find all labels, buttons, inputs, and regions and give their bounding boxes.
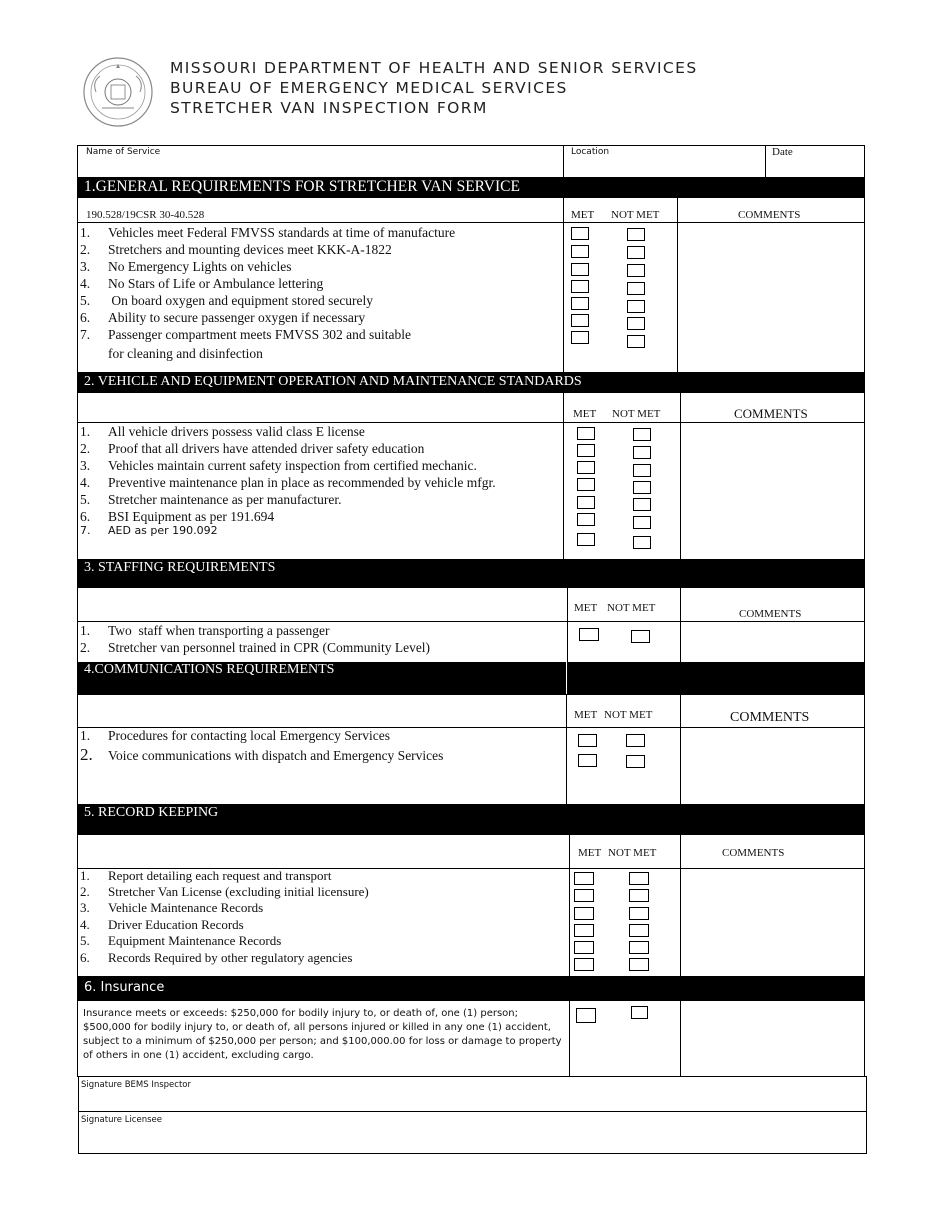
- section-4-item-2: 2. Voice communications with dispatch and Emergency Services: [80, 745, 444, 764]
- section-1-item-5-not-met-checkbox[interactable]: [627, 300, 645, 313]
- section-1-item-6-not-met-checkbox[interactable]: [627, 317, 645, 330]
- section-4-item-2-not-met-checkbox[interactable]: [626, 755, 645, 768]
- section-2-item-2-not-met-checkbox[interactable]: [633, 446, 651, 459]
- section-1-item-4-not-met-checkbox[interactable]: [627, 282, 645, 295]
- section-2-item-6-met-checkbox[interactable]: [577, 513, 595, 526]
- section-4-item-2-met-checkbox[interactable]: [578, 754, 597, 767]
- section-1-title: 1.GENERAL REQUIREMENTS FOR STRETCHER VAN SERVICE: [77, 177, 865, 197]
- section-2-item-6-not-met-checkbox[interactable]: [633, 516, 651, 529]
- header-bureau: BUREAU OF EMERGENCY MEDICAL SERVICES: [170, 79, 568, 97]
- section-1-item-2-met-checkbox[interactable]: [571, 245, 589, 258]
- section-5-item-3: 3. Vehicle Maintenance Records: [80, 900, 264, 915]
- section-5-comments-header: COMMENTS: [722, 847, 785, 859]
- section-5-item-1-not-met-checkbox[interactable]: [629, 872, 649, 885]
- section-5-item-2-met-checkbox[interactable]: [574, 889, 594, 902]
- section-3-item-2: 2. Stretcher van personnel trained in CPR (Community Level): [80, 640, 431, 655]
- name-of-service-field[interactable]: [77, 150, 563, 178]
- section-1-item-1-met-checkbox[interactable]: [571, 227, 589, 240]
- section-2-item-5-met-checkbox[interactable]: [577, 496, 595, 509]
- section-1-not-met-header: NOT MET: [611, 209, 660, 221]
- section-1-item-6-met-checkbox[interactable]: [571, 314, 589, 327]
- signature-inspector-label: Signature BEMS Inspector: [81, 1080, 191, 1090]
- section-1-item-7: 7. Passenger compartment meets FMVSS 302 and suitable: [80, 327, 411, 342]
- section-4-item-1-not-met-checkbox[interactable]: [626, 734, 645, 747]
- section-3-not-met-checkbox[interactable]: [631, 630, 650, 643]
- section-3-comments-header: COMMENTS: [739, 608, 802, 620]
- section-5-item-2-not-met-checkbox[interactable]: [629, 889, 649, 902]
- section-3-met-checkbox[interactable]: [579, 628, 599, 641]
- section-4-item-1: 1. Procedures for contacting local Emergency Services: [80, 728, 391, 743]
- section-2-item-2-met-checkbox[interactable]: [577, 444, 595, 457]
- section-1-comments-field[interactable]: [678, 223, 864, 372]
- section-2-item-7-not-met-checkbox[interactable]: [633, 536, 651, 549]
- section-2-item-6: 6. BSI Equipment as per 191.694: [80, 509, 275, 524]
- section-2-comments-field[interactable]: [681, 423, 864, 559]
- signature-inspector-field[interactable]: [79, 1092, 865, 1111]
- section-2-item-5-not-met-checkbox[interactable]: [633, 498, 651, 511]
- section-5-item-1-met-checkbox[interactable]: [574, 872, 594, 885]
- section-1-item-4: 4. No Stars of Life or Ambulance lettering: [80, 276, 324, 291]
- section-3-title: 3. STAFFING REQUIREMENTS: [77, 559, 865, 587]
- section-5-item-3-not-met-checkbox[interactable]: [629, 907, 649, 920]
- section-1-item-2-not-met-checkbox[interactable]: [627, 246, 645, 259]
- section-1-item-4-met-checkbox[interactable]: [571, 280, 589, 293]
- section-2-item-1-not-met-checkbox[interactable]: [633, 428, 651, 441]
- section-1-item-5: 5. On board oxygen and equipment stored securely: [80, 293, 374, 308]
- section-3-met-header: MET: [574, 602, 598, 614]
- section-5-not-met-header: NOT MET: [608, 847, 657, 859]
- section-5-title: 5. RECORD KEEPING: [77, 804, 865, 834]
- section-2-comments-header: COMMENTS: [734, 406, 808, 421]
- section-2-item-2: 2. Proof that all drivers have attended driver safety education: [80, 441, 425, 456]
- signature-licensee-field[interactable]: [79, 1127, 865, 1153]
- section-1-item-7-met-checkbox[interactable]: [571, 331, 589, 344]
- section-2-item-3-met-checkbox[interactable]: [577, 461, 595, 474]
- section-4-item-1-met-checkbox[interactable]: [578, 734, 597, 747]
- section-5-item-1: 1. Report detailing each request and transport: [80, 868, 332, 883]
- section-6-not-met-checkbox[interactable]: [631, 1006, 648, 1019]
- section-2-not-met-header: NOT MET: [612, 408, 661, 420]
- section-1-item-1: 1. Vehicles meet Federal FMVSS standards at time of manufacture: [80, 225, 456, 240]
- section-5-item-5: 5. Equipment Maintenance Records: [80, 933, 282, 948]
- section-5-item-3-met-checkbox[interactable]: [574, 907, 594, 920]
- section-4-title: 4.COMMUNICATIONS REQUIREMENTS: [77, 662, 865, 694]
- section-5-item-6-met-checkbox[interactable]: [574, 958, 594, 971]
- section-5-item-6-not-met-checkbox[interactable]: [629, 958, 649, 971]
- form-title: STRETCHER VAN INSPECTION FORM: [170, 99, 488, 117]
- section-2-item-7: 7. AED as per 190.092: [80, 524, 218, 537]
- insurance-requirement-text: Insurance meets or exceeds: $250,000 for bodily injury to, or death of, one (1) person; $500,000 for bodily injury to, or death of, all persons injured or killed in any one (1) accident, subject to a minimum of $250,000 per person; and $100,000.00 for loss or damage to property of others in one (1) accident, excluding cargo.: [83, 1008, 562, 1061]
- section-2-item-1-met-checkbox[interactable]: [577, 427, 595, 440]
- signature-licensee-label: Signature Licensee: [81, 1115, 162, 1125]
- section-1-item-3: 3. No Emergency Lights on vehicles: [80, 259, 292, 274]
- section-1-item-7-not-met-checkbox[interactable]: [627, 335, 645, 348]
- section-6-met-checkbox[interactable]: [576, 1008, 596, 1023]
- section-5-item-4: 4. Driver Education Records: [80, 917, 244, 932]
- section-5-item-2: 2. Stretcher Van License (excluding initial licensure): [80, 884, 369, 899]
- section-1-item-3-not-met-checkbox[interactable]: [627, 264, 645, 277]
- date-label: Date: [772, 146, 793, 158]
- section-1-item-6: 6. Ability to secure passenger oxygen if necessary: [80, 310, 366, 325]
- section-1-item-3-met-checkbox[interactable]: [571, 263, 589, 276]
- section-6-comments-field[interactable]: [681, 1001, 864, 1076]
- section-6-title: 6. Insurance: [77, 977, 865, 1000]
- section-1-item-5-met-checkbox[interactable]: [571, 297, 589, 310]
- name-of-service-label: Name of Service: [86, 147, 161, 157]
- section-2-item-1: 1. All vehicle drivers possess valid class E license: [80, 424, 365, 439]
- section-2-item-4-met-checkbox[interactable]: [577, 478, 595, 491]
- section-2-met-header: MET: [573, 408, 597, 420]
- section-1-comments-header: COMMENTS: [738, 209, 801, 221]
- section-1-item-1-not-met-checkbox[interactable]: [627, 228, 645, 241]
- section-4-met-header: MET: [574, 709, 598, 721]
- section-5-item-4-met-checkbox[interactable]: [574, 924, 594, 937]
- section-2-title: 2. VEHICLE AND EQUIPMENT OPERATION AND MAINTENANCE STANDARDS: [77, 372, 865, 392]
- section-3-item-1: 1. Two staff when transporting a passenger: [80, 623, 330, 638]
- section-1-item-2: 2. Stretchers and mounting devices meet KKK-A-1822: [80, 242, 392, 257]
- section-1-item-7-continued: for cleaning and disinfection: [108, 346, 263, 361]
- section-2-item-4-not-met-checkbox[interactable]: [633, 481, 651, 494]
- section-2-item-3: 3. Vehicles maintain current safety inspection from certified mechanic.: [80, 458, 477, 473]
- section-4-not-met-header: NOT MET: [604, 709, 653, 721]
- section-5-comments-field[interactable]: [681, 869, 864, 976]
- header-department: MISSOURI DEPARTMENT OF HEALTH AND SENIOR SERVICES: [170, 59, 698, 77]
- section-1-reference: 190.528/19CSR 30-40.528: [86, 209, 205, 221]
- location-label: Location: [571, 147, 610, 157]
- section-5-item-6: 6. Records Required by other regulatory agencies: [80, 950, 353, 965]
- section-3-comments-field[interactable]: [681, 622, 864, 662]
- section-2-item-4: 4. Preventive maintenance plan in place as recommended by vehicle mfgr.: [80, 475, 496, 490]
- section-2-item-5: 5. Stretcher maintenance as per manufacturer.: [80, 492, 342, 507]
- state-seal-icon: [82, 56, 154, 128]
- location-field[interactable]: [564, 160, 764, 178]
- section-4-comments-field[interactable]: [681, 728, 864, 803]
- date-field[interactable]: [766, 160, 864, 178]
- section-4-comments-header: COMMENTS: [730, 710, 810, 725]
- section-5-item-4-not-met-checkbox[interactable]: [629, 924, 649, 937]
- section-1-met-header: MET: [571, 209, 595, 221]
- section-5-met-header: MET: [578, 847, 602, 859]
- section-3-not-met-header: NOT MET: [607, 602, 656, 614]
- section-5-item-5-not-met-checkbox[interactable]: [629, 941, 649, 954]
- section-5-item-5-met-checkbox[interactable]: [574, 941, 594, 954]
- section-2-item-7-met-checkbox[interactable]: [577, 533, 595, 546]
- section-2-item-3-not-met-checkbox[interactable]: [633, 464, 651, 477]
